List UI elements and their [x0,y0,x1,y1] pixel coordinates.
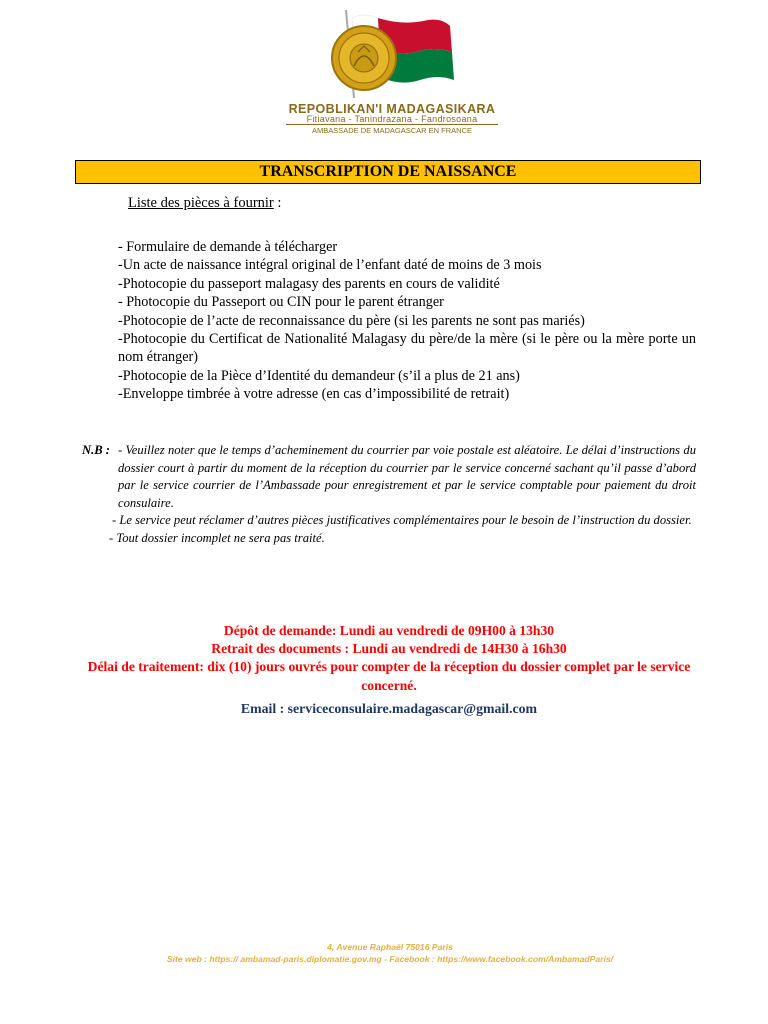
list-item: -Photocopie de l’acte de reconnaissance du père (si les parents ne sont pas mariés) [118,312,585,329]
logo-motto: Fitiavana - Tanindrazana - Fandrosoana [306,114,478,124]
list-heading-text: Liste des pièces à fournir [128,195,274,211]
embassy-logo [276,6,508,134]
list-item: -Enveloppe timbrée à votre adresse (en cas d’impossibilité de retrait) [118,386,510,403]
page-footer [60,941,720,966]
list-item: -Photocopie de la Pièce d’Identité du demandeur (s’il a plus de 21 ans) [118,367,520,384]
processing-delay: Délai de traitement: dix (10) jours ouvrés pour compter de la réception du dossier complet par le service concerné. [87,659,691,693]
nb-paragraph: - Le service peut réclamer d’autres pièces justificatives complémentaires pour le besoin de l’instruction du dossier. [112,513,692,528]
logo-divider [286,124,498,125]
logo-title: REPOBLIKAN'I MADAGASIKARA [288,102,496,116]
logo-subtitle: AMBASSADE DE MADAGASCAR EN FRANCE [311,126,473,135]
list-item: -Un acte de naissance intégral original de l’enfant daté de moins de 3 mois [118,257,542,274]
schedule-info [80,622,698,695]
list-heading [128,195,281,212]
nb-label: N.B : [82,443,110,457]
madagascar-seal-and-flag-icon [324,6,460,102]
footer-web-links: Site web : https:// ambamad-paris.diplomatie.gov.mg - Facebook : https://www.facebook.com/AmbamadParis/ [166,954,614,965]
document-title: TRANSCRIPTION DE NAISSANCE [75,160,701,184]
list-item: -Photocopie du passeport malagasy des parents en cours de validité [118,275,500,292]
footer-address: 4, Avenue Raphaël 75016 Paris [327,942,453,952]
deposit-hours: Dépôt de demande: Lundi au vendredi de 09H00 à 13h30 [223,623,555,638]
list-item: - Formulaire de demande à télécharger [118,239,338,255]
nb-paragraph: - Veuillez noter que le temps d’acheminement du courrier par voie postale est aléatoire. Le délai d’instructions du dossier court à partir du moment de la réception du courrier par le service concerné sachant qu’il passe d’abord par le service courrier de l’Ambassade pour enregistrement et par le service comptable pour paiement du droit consulaire. [118,443,696,510]
list-heading-colon: : [273,195,282,211]
nota-bene [82,442,696,548]
nb-paragraph: - Tout dossier incomplet ne sera pas traité. [109,530,325,545]
required-documents-list [118,238,696,404]
list-item: -Photocopie du Certificat de Nationalité Malagasy du père/de la mère (si le père ou la mère porte un nom étranger) [118,331,696,366]
list-item: - Photocopie du Passeport ou CIN pour le parent étranger [118,294,444,311]
contact-email: Email : serviceconsulaire.madagascar@gmail.com [240,701,538,716]
pickup-hours: Retrait des documents : Lundi au vendredi de 14H30 à 16h30 [211,641,567,657]
